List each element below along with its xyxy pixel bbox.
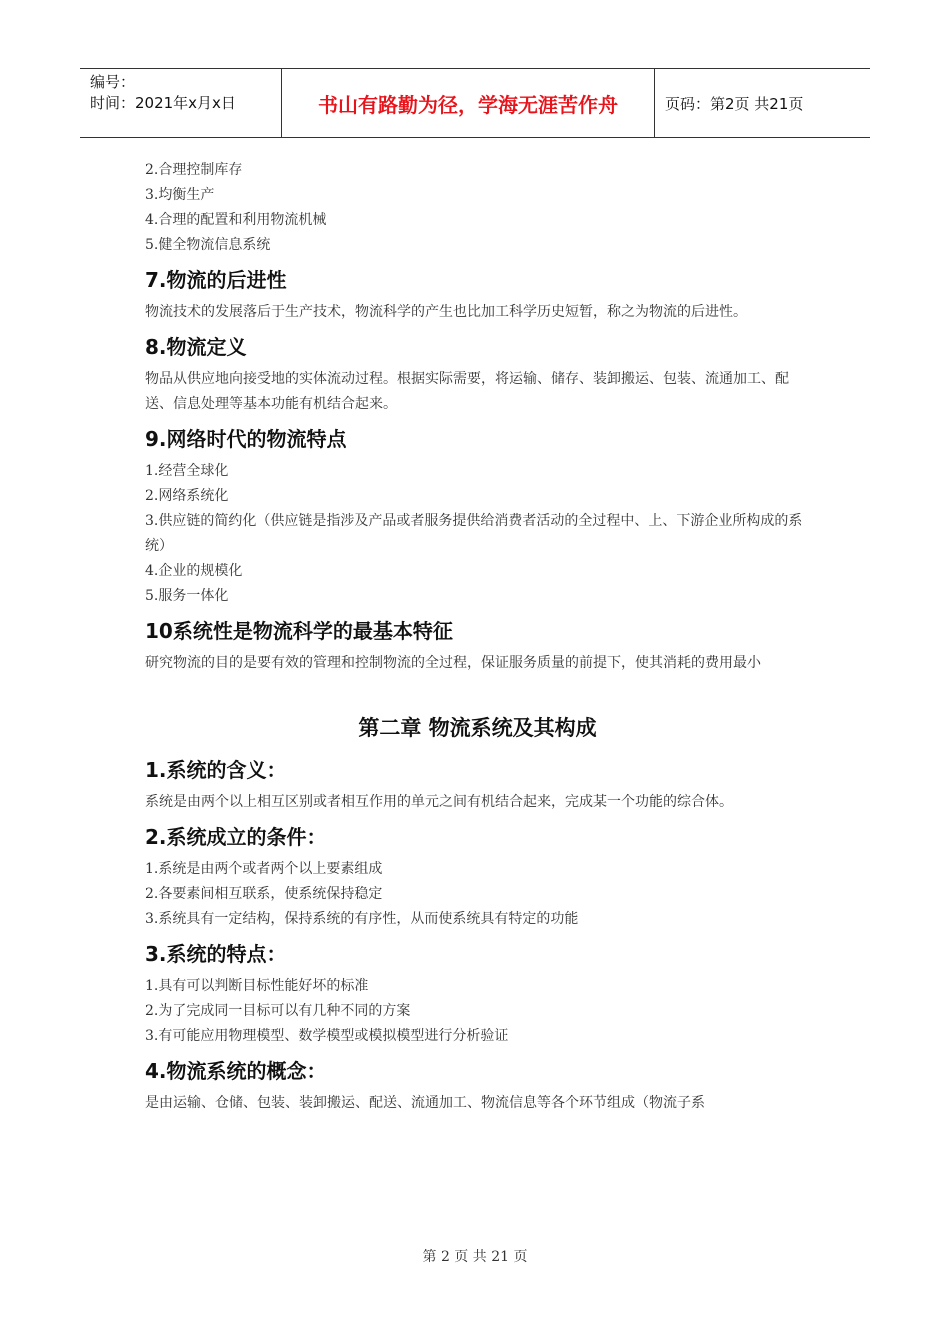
- section-heading-7: 7.物流的后进性: [145, 268, 287, 292]
- list-item: 1.具有可以判断目标性能好坏的标准: [145, 978, 369, 994]
- section-heading-c2: 2.系统成立的条件：: [145, 825, 327, 849]
- list-item: 2.为了完成同一目标可以有几种不同的方案: [145, 1003, 411, 1019]
- list-item: 5.服务一体化: [145, 588, 229, 604]
- list-item: 3.供应链的简约化（供应链是指涉及产品或者服务提供给消费者活动的全过程中、上、下游企业所构成的系统）: [145, 513, 803, 554]
- document-body: [145, 158, 810, 1116]
- section-heading-c3: 3.系统的特点：: [145, 942, 287, 966]
- section-text-10: 研究物流的目的是要有效的管理和控制物流的全过程，保证服务质量的前提下，使其消耗的费用最小: [145, 655, 761, 671]
- list-item: 2.网络系统化: [145, 488, 229, 504]
- list-item: 1.经营全球化: [145, 463, 229, 479]
- header-time: 时间：2021年x月x日: [90, 94, 236, 112]
- list-item: 3.系统具有一定结构，保持系统的有序性，从而使系统具有特定的功能: [145, 911, 579, 927]
- page-header: [80, 68, 870, 138]
- list-item: 1.系统是由两个或者两个以上要素组成: [145, 861, 383, 877]
- list-item: 4.企业的规模化: [145, 563, 243, 579]
- section-text-c1: 系统是由两个以上相互区别或者相互作用的单元之间有机结合起来，完成某一个功能的综合体。: [145, 794, 733, 810]
- list-item: 2.合理控制库存: [145, 162, 243, 178]
- list-item: 4.合理的配置和利用物流机械: [145, 212, 327, 228]
- section-text-7: 物流技术的发展落后于生产技术，物流科学的产生也比加工科学历史短暂，称之为物流的后进性。: [145, 304, 747, 320]
- chapter-title: 第二章 物流系统及其构成: [358, 716, 597, 740]
- section-heading-9: 9.网络时代的物流特点: [145, 427, 347, 451]
- header-number: 编号：: [90, 73, 136, 91]
- header-page-info: 页码：第2页 共21页: [665, 94, 804, 113]
- list-item: 3.有可能应用物理模型、数学模型或模拟模型进行分析验证: [145, 1028, 509, 1044]
- section-heading-8: 8.物流定义: [145, 335, 247, 359]
- section-text-c4: 是由运输、仓储、包装、装卸搬运、配送、流通加工、物流信息等各个环节组成（物流子系: [145, 1095, 705, 1111]
- section-heading-10: 10系统性是物流科学的最基本特征: [145, 619, 453, 643]
- section-heading-c4: 4.物流系统的概念：: [145, 1059, 327, 1083]
- section-heading-c1: 1.系统的含义：: [145, 758, 287, 782]
- list-item: 2.各要素间相互联系，使系统保持稳定: [145, 886, 383, 902]
- list-item: 3.均衡生产: [145, 187, 215, 203]
- header-meta: [80, 69, 282, 137]
- list-item: 5.健全物流信息系统: [145, 237, 271, 253]
- page-footer: 第 2 页 共 21 页: [422, 1249, 528, 1265]
- header-motto: 书山有路勤为径，学海无涯苦作舟: [282, 69, 655, 137]
- section-text-8: 物品从供应地向接受地的实体流动过程。根据实际需要，将运输、储存、装卸搬运、包装、流通加工、配送、信息处理等基本功能有机结合起来。: [145, 371, 789, 412]
